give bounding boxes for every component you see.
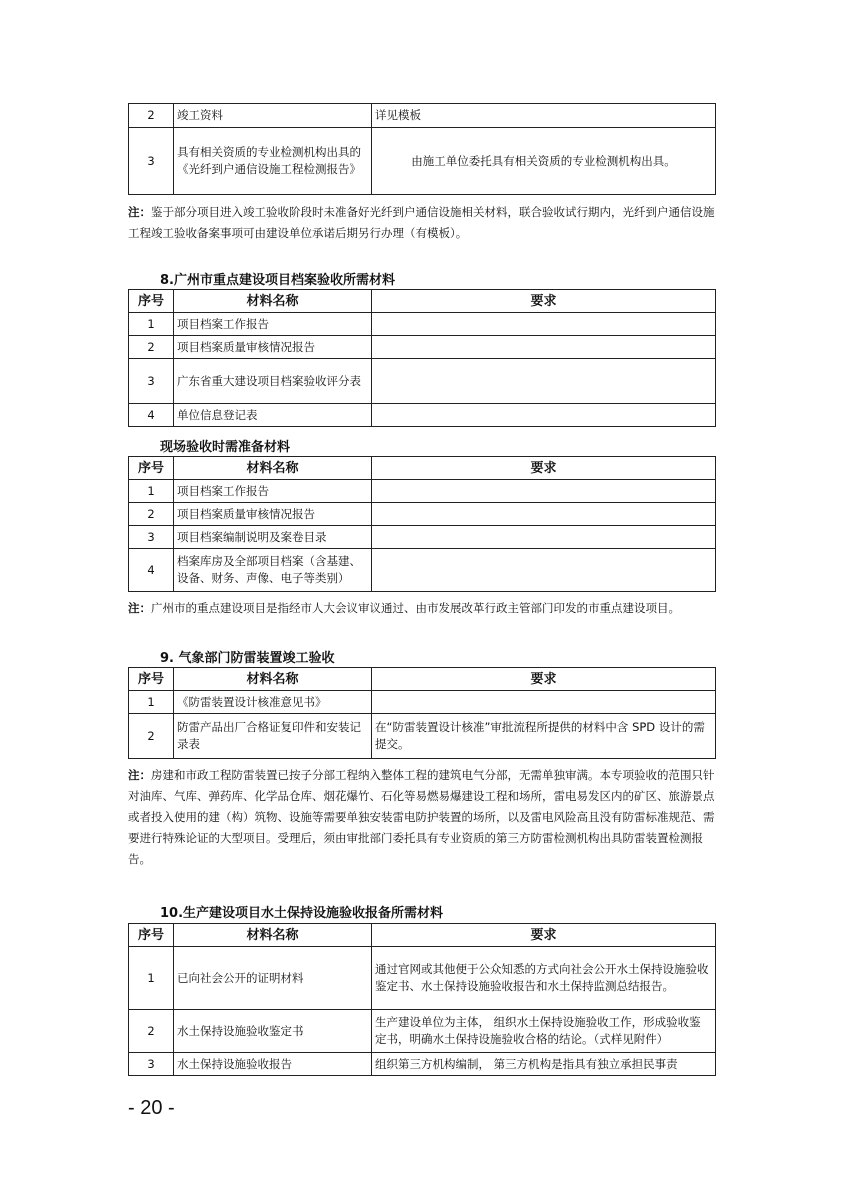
row-no: 2 [129, 104, 174, 128]
row-no: 1 [129, 947, 174, 1010]
table-header-row [129, 924, 716, 947]
header-no: 序号 [129, 457, 174, 480]
row-no: 3 [129, 128, 174, 195]
table-row [129, 480, 716, 503]
row-no: 1 [129, 480, 174, 503]
note-label: 注： [128, 601, 151, 615]
row-req: 生产建设单位为主体， 组织水土保持设施验收工作，形成验收鉴定书，明确水土保持设施验收合格的结论。（式样见附件） [372, 1010, 716, 1053]
table-section-8 [128, 289, 716, 427]
header-no: 序号 [129, 290, 174, 313]
row-req [372, 404, 716, 427]
row-name: 广东省重大建设项目档案验收评分表 [174, 359, 372, 404]
note-fiber [128, 202, 718, 244]
row-name: 项目档案质量审核情况报告 [174, 503, 372, 526]
row-no: 2 [129, 503, 174, 526]
row-no: 2 [129, 336, 174, 359]
section-8-subtitle: 现场验收时需准备材料 [160, 440, 291, 455]
table-top [128, 103, 716, 195]
row-no: 4 [129, 549, 174, 592]
table-row [129, 128, 716, 195]
table-row [129, 691, 716, 714]
row-name: 水土保持设施验收报告 [174, 1053, 372, 1076]
row-name: 具有相关资质的专业检测机构出具的《光纤到户通信设施工程检测报告》 [174, 128, 372, 195]
note-text: 鉴于部分项目进入竣工验收阶段时未准备好光纤到户通信设施相关材料，联合验收试行期内，光纤到户通信设施工程竣工验收备案事项可由建设单位承诺后期另行办理（有模板）。 [128, 205, 715, 240]
table-section-10 [128, 923, 716, 1076]
row-req: 详见模板 [372, 104, 716, 128]
row-name: 档案库房及全部项目档案（含基建、设备、财务、声像、电子等类别） [174, 549, 372, 592]
row-name: 项目档案质量审核情况报告 [174, 336, 372, 359]
table-row [129, 549, 716, 592]
row-name: 防雷产品出厂合格证复印件和安装记录表 [174, 714, 372, 759]
table-header-row [129, 668, 716, 691]
row-no: 2 [129, 1010, 174, 1053]
row-req [372, 480, 716, 503]
header-req: 要求 [372, 290, 716, 313]
section-9-title: 9. 气象部门防雷装置竣工验收 [160, 651, 335, 666]
row-req: 在“防雷装置设计核准”审批流程所提供的材料中含 SPD 设计的需提交。 [372, 714, 716, 759]
row-name: 项目档案工作报告 [174, 313, 372, 336]
table-row [129, 714, 716, 759]
table-section-9 [128, 667, 716, 759]
header-name: 材料名称 [174, 290, 372, 313]
table-row [129, 1010, 716, 1053]
header-name: 材料名称 [174, 668, 372, 691]
table-row [129, 104, 716, 128]
row-no: 3 [129, 526, 174, 549]
table-row [129, 947, 716, 1010]
row-no: 1 [129, 313, 174, 336]
note-text: 广州市的重点建设项目是指经市人大会议审议通过、由市发展改革行政主管部门印发的市重点建设项目。 [151, 601, 680, 615]
row-req: 通过官网或其他便于公众知悉的方式向社会公开水土保持设施验收鉴定书、水土保持设施验收报告和水土保持监测总结报告。 [372, 947, 716, 1010]
table-row [129, 1053, 716, 1076]
row-name: 竣工资料 [174, 104, 372, 128]
row-req: 由施工单位委托具有相关资质的专业检测机构出具。 [372, 128, 716, 195]
row-name: 单位信息登记表 [174, 404, 372, 427]
table-row [129, 336, 716, 359]
row-no: 1 [129, 691, 174, 714]
header-req: 要求 [372, 668, 716, 691]
header-name: 材料名称 [174, 457, 372, 480]
row-req [372, 359, 716, 404]
row-req: 组织第三方机构编制， 第三方机构是指具有独立承担民事责 [372, 1053, 716, 1076]
note-label: 注： [128, 768, 151, 782]
row-name: 《防雷装置设计核准意见书》 [174, 691, 372, 714]
header-req: 要求 [372, 924, 716, 947]
row-name: 已向社会公开的证明材料 [174, 947, 372, 1010]
row-name: 项目档案编制说明及案卷目录 [174, 526, 372, 549]
note-text: 房建和市政工程防雷装置已按子分部工程纳入整体工程的建筑电气分部，无需单独审满。本专项验收的范围只针对油库、气库、弹药库、化学品仓库、烟花爆竹、石化等易燃易爆建设工程和场所，雷电易发区内的矿区、旅游景点或者投入使用的建（构）筑物、设施等需要单独安装雷电防护装置的场所，以及雷电风险高且没有防雷标准规范、需要进行特殊论证的大型项目。受理后，须由审批部门委托具有专业资质的第三方防雷检测机构出具防雷装置检测报告。 [128, 768, 715, 866]
row-req [372, 313, 716, 336]
row-no: 3 [129, 1053, 174, 1076]
note-lightning [128, 765, 718, 870]
row-req [372, 549, 716, 592]
table-row [129, 404, 716, 427]
note-archive [128, 598, 718, 619]
table-header-row [129, 457, 716, 480]
section-10-title: 10.生产建设项目水土保持设施验收报备所需材料 [160, 906, 444, 921]
row-req [372, 503, 716, 526]
row-req [372, 691, 716, 714]
row-no: 4 [129, 404, 174, 427]
header-no: 序号 [129, 924, 174, 947]
table-row [129, 526, 716, 549]
header-req: 要求 [372, 457, 716, 480]
header-no: 序号 [129, 668, 174, 691]
table-row [129, 359, 716, 404]
row-name: 项目档案工作报告 [174, 480, 372, 503]
row-req [372, 526, 716, 549]
page-number: - 20 - [128, 1097, 175, 1119]
row-name: 水土保持设施验收鉴定书 [174, 1010, 372, 1053]
table-section-8-onsite [128, 456, 716, 592]
section-8-title: 8.广州市重点建设项目档案验收所需材料 [160, 273, 395, 288]
row-no: 3 [129, 359, 174, 404]
header-name: 材料名称 [174, 924, 372, 947]
table-header-row [129, 290, 716, 313]
row-req [372, 336, 716, 359]
note-label: 注： [128, 205, 151, 219]
table-row [129, 313, 716, 336]
row-no: 2 [129, 714, 174, 759]
table-row [129, 503, 716, 526]
